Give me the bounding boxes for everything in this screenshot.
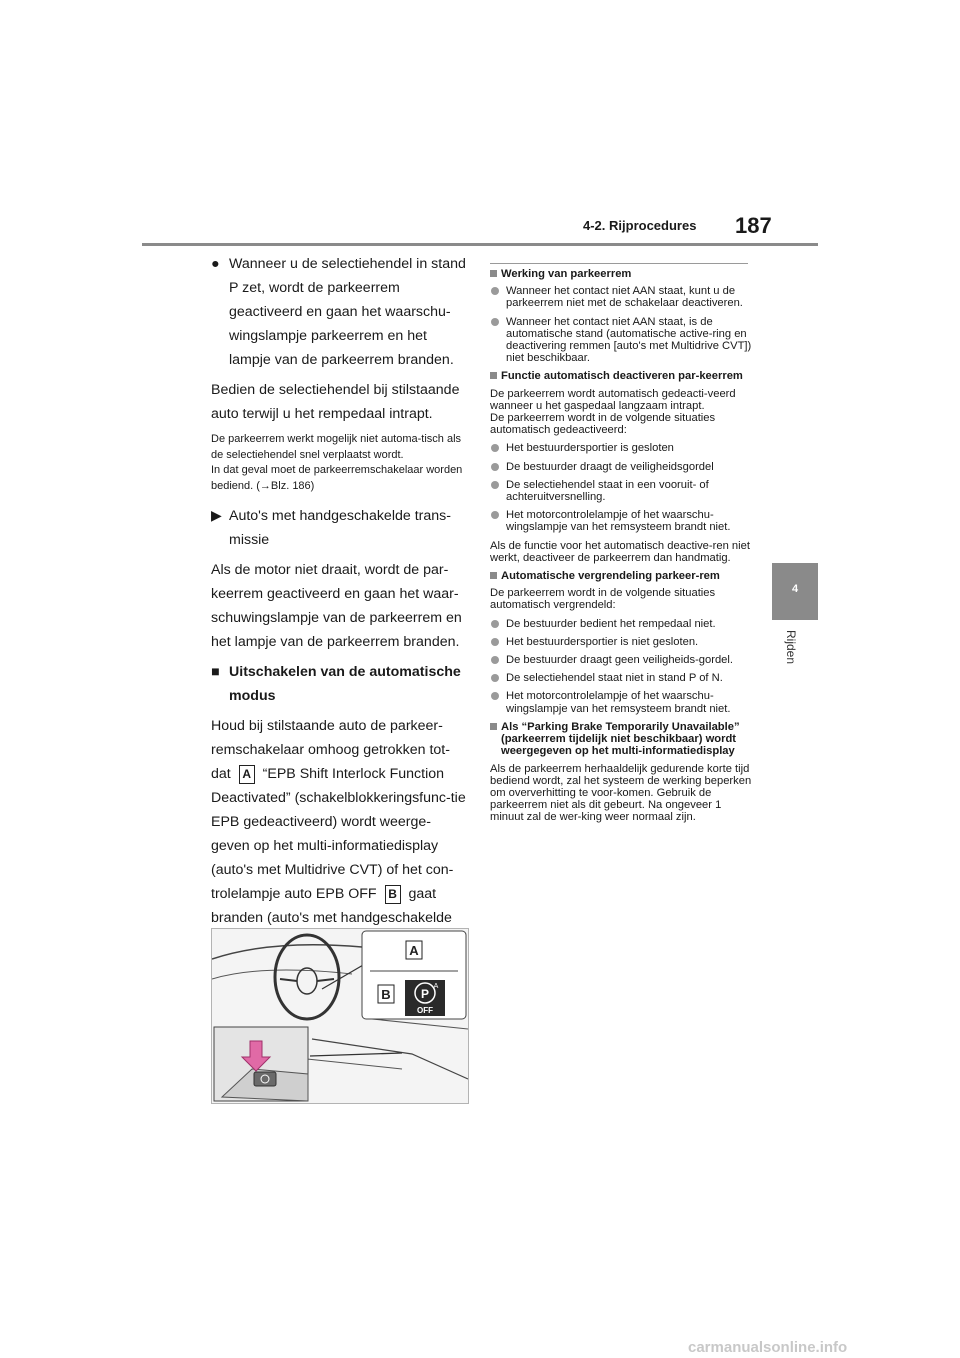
illus-label-a: A: [409, 943, 419, 958]
bullet-dot-icon: [491, 674, 499, 682]
square-bullet-icon: [490, 723, 497, 730]
bullet-dot-icon: [491, 656, 499, 664]
column-rule: [490, 263, 748, 264]
paragraph: De parkeerrem wordt automatisch gedeacti-veerd wanneer u het gaspedaal langzaam intrapt. De parkeerrem wordt in de volgende situaties automatisch gedeactiveerd:: [490, 387, 736, 437]
bullet-dot-icon: [491, 620, 499, 628]
label-box-b: B: [385, 885, 401, 904]
left-column: [211, 252, 468, 960]
list-item: Het bestuurdersportier is niet gesloten.: [490, 636, 752, 648]
note: De parkeerrem werkt mogelijk niet automa-tisch als de selectiehendel snel verplaatst wordt. In dat geval moet de parkeerremschakelaar worden bediend. (→Blz. 186): [211, 432, 468, 494]
chapter-number: 4: [791, 583, 799, 595]
bullet-dot-icon: [491, 692, 499, 700]
footer-watermark[interactable]: carmanualsonline.info: [688, 1339, 848, 1356]
list-item: De bestuurder draagt de veiligheidsgordel: [490, 461, 752, 473]
paragraph: De parkeerrem wordt in de volgende situaties automatisch vergrendeld:: [490, 587, 716, 612]
dashboard-drawing: [212, 929, 468, 1103]
triangle-icon: ▶: [211, 508, 222, 524]
square-bullet-icon: [490, 572, 497, 579]
list-item: De bestuurder bedient het rempedaal niet.: [490, 618, 752, 630]
illus-label-b: B: [381, 987, 391, 1002]
section-heading: ■ Uitschakelen van de automatische modus: [211, 660, 468, 708]
epb-off-text: OFF: [417, 1006, 433, 1015]
square-bullet-icon: [490, 270, 497, 277]
note-heading: Werking van parkeerrem: [490, 268, 752, 280]
bullet-dot-icon: [491, 444, 499, 452]
page-reference: In dat geval moet de parkeerremschakelaar worden bediend. (→Blz. 186): [211, 464, 463, 492]
bullet-dot-icon: [491, 463, 499, 471]
list-item: Het motorcontrolelampje of het waarschu-wingslampje van het remsysteem brandt niet.: [490, 509, 752, 533]
label-box-a: A: [239, 765, 255, 784]
bullet-dot-icon: [491, 287, 499, 295]
right-column: [490, 268, 752, 830]
note-heading: Functie automatisch deactiveren par-keerrem: [490, 370, 752, 382]
note-heading: Automatische vergrendeling parkeer-rem: [490, 570, 752, 582]
list-item: Het bestuurdersportier is gesloten: [490, 442, 752, 454]
paragraph: Bedien de selectiehendel bij stilstaande auto terwijl u het rempedaal intrapt.: [211, 382, 460, 422]
bullet-dot-icon: [491, 318, 499, 326]
parking-brake-illustration: [211, 928, 469, 1104]
note-heading: Als “Parking Brake Temporarily Unavailable” (parkeerrem tijdelijk niet beschikbaar) wordt weergegeven op het multi-informatiedisplay: [490, 721, 752, 758]
bullet-dot-icon: [491, 511, 499, 519]
section-title: 4-2. Rijprocedures: [583, 218, 697, 233]
header-rule: [142, 243, 818, 246]
bullet-item: ● Wanneer u de selectiehendel in stand P zet, wordt de parkeerrem geactiveerd en gaan het waarschu-wingslampje parkeerrem en het lampje van de parkeerrem branden.: [211, 252, 468, 372]
epb-p-glyph: P: [420, 987, 430, 1001]
list-item: De bestuurder draagt geen veiligheids-gordel.: [490, 654, 752, 666]
subheading: ▶ Auto's met handgeschakelde trans-missie: [211, 504, 468, 552]
bullet-dot-icon: [491, 481, 499, 489]
paragraph: Als de motor niet draait, wordt de par-keerrem geactiveerd en gaan het waar-schuwingslampje van de parkeerrem en het lampje van de parkeerrem branden.: [211, 562, 462, 650]
list-item: Het motorcontrolelampje of het waarschu-wingslampje van het remsysteem brandt niet.: [490, 690, 752, 714]
square-bullet-icon: ■: [211, 664, 220, 680]
paragraph: Als de functie voor het automatisch deactive-ren niet werkt, deactiveer de parkeerrem dan handmatig.: [490, 539, 750, 564]
chapter-label: Rijden: [784, 630, 798, 665]
bullet-dot-icon: [491, 638, 499, 646]
bullet-dot-icon: ●: [211, 256, 220, 272]
square-bullet-icon: [490, 372, 497, 379]
list-item: Wanneer het contact niet AAN staat, is de automatische stand (automatische active-ring en deactivering remmen [auto's met Multidrive CVT]) niet beschikbaar.: [490, 316, 752, 365]
epb-a-glyph: A: [433, 983, 439, 990]
list-item: Wanneer het contact niet AAN staat, kunt u de parkeerrem niet met de schakelaar deactiveren.: [490, 285, 752, 309]
list-item: De selectiehendel staat niet in stand P of N.: [490, 672, 752, 684]
list-item: De selectiehendel staat in een vooruit- of achteruitversnelling.: [490, 479, 752, 503]
paragraph: Als de parkeerrem herhaaldelijk gedurende korte tijd bediend wordt, zal het systeem de werking beperken om oververhitting te voor-komen. Gebruik de parkeerrem niet als dit gebeurt. Na ongeveer 1 minuut zal de wer-king weer normaal zijn.: [490, 762, 752, 824]
page-number: 187: [735, 213, 772, 238]
paragraph: Houd bij stilstaande auto de parkeer-remschakelaar omhoog getrokken tot-dat A “EPB Shift Interlock Function Deactivated” (schakelblokkeringsfunc-tie EPB gedeactiveerd) wordt weerge-geven op het multi-informatiedisplay (auto's met Multidrive CVT) of het con-trolelampje auto EPB OFF B gaat branden (auto's met handgeschakelde: [211, 718, 466, 926]
